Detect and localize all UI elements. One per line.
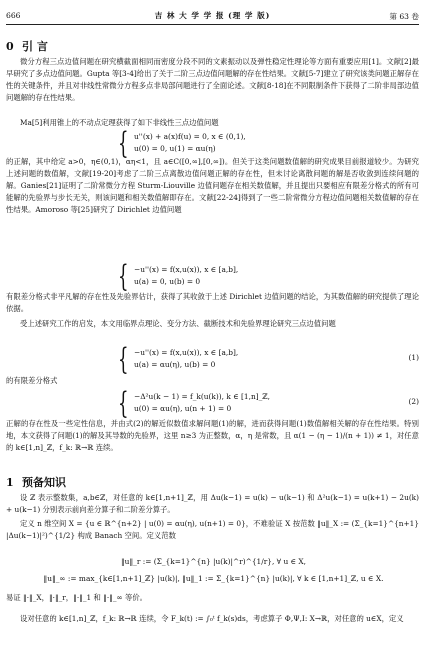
equation-1-line1: −u''(x) = f(x,u(x)), x ∈ [a,b], xyxy=(134,348,239,357)
equation-brace: { xyxy=(118,342,129,377)
section-heading-preliminaries: 1 预备知识 xyxy=(6,476,66,489)
prelim-paragraph-1: 设 ℤ 表示整数集，a,b∈ℤ，对任意的 k∈[1,n+1]_ℤ，用 Δu(k−1) = u(k) − u(k−1) 和 Δ²u(k−1) = u(k+1) − 2u(k) + u(k−1) 分别表示前向差分算子和二阶差分算子。 xyxy=(6,493,419,514)
prelim-paragraph-2: 定义 n 维空间 X = {u ∈ ℝ^{n+2} | u(0) = αu(η), u(n+1) = 0}，不难验证 X 按范数 ‖u‖_X := (Σ_{k=1}^{n+1} |Δu(k−1)|²)^{1/2} 构成 Banach 空间。定义范数 xyxy=(6,519,419,540)
intro-paragraph-2-body: 的正解，其中给定 a>0，η∈(0,1)，αη<1，且 a∈C([0,∞],[0,∞])。但关于这类问题数值解的研究成果目前报道较少。为研究上述问题的数值解，文献[19-20]考虑了二阶三点离散边值问题正解的存在性，但未讨论离散问题的解是否收敛到连续问题的解。Ganies[21]证明了二阶常微分方程 Sturm-Liouville 边值问题存在相关数值解，并且提出只要相应有限差分格式的所有可能解的先验界与步长无关，则该问题和相关数值解即存在。文献[22-24]得到了一些二阶常微分方程边值问题相关数值解的存在性结果。Amoroso 等[25]研究了 Dirichlet 边值问题 xyxy=(6,157,419,214)
equation-1-line2: u(a) = αu(η), u(b) = 0 xyxy=(134,360,216,369)
journal-title: 吉 林 大 学 学 报 (理 学 版) xyxy=(154,11,271,20)
equation-2-line2: u(0) = αu(η), u(n + 1) = 0 xyxy=(134,404,232,413)
section-heading-intro: 0 引 言 xyxy=(6,40,48,53)
header-rule xyxy=(6,24,419,25)
equation-dirichlet-line1: −u''(x) = f(x,u(x)), x ∈ [a,b], xyxy=(134,265,239,274)
volume-label: 第 63 卷 xyxy=(389,12,419,21)
norm-inf-definition: ‖u‖_∞ := max_{k∈[1,n+1]_ℤ} |u(k)|, ‖u‖_1 := Σ_{k=1}^{n} |u(k)|, ∀ k ∈ [1,n+1]_ℤ, u ∈ X. xyxy=(43,574,384,583)
norm-r-definition: ‖u‖_r := (Σ_{k=1}^{n} |u(k)|^r)^{1/r}, ∀ u ∈ X, xyxy=(120,557,306,566)
prelim-paragraph-4: 设对任意的 k∈[1,n]_ℤ，f_k: ℝ→ℝ 连续，令 F_k(t) := ∫₀ᵗ f_k(s)ds，考虑算子 Φ,Ψ,I: X→ℝ，对任意的 u∈X，定义 xyxy=(20,614,404,623)
intro-paragraph-6: 正解的存在性及一些定性信息，并由式(2)的解近似数值求解问题(1)的解，进而获得问题(1)数值解相关解的存在性结果。特别地，本文获得了问题(1)的解及其导数的先验界，这里 n≥3 为正整数，α，η 是常数，且 α(1 − (η − 1)/(n + 1)) ≠ 1，对任意的 k∈[1,n]_ℤ，f_k: ℝ→ℝ 连续。 xyxy=(6,419,419,452)
equation-brace: { xyxy=(118,386,129,421)
equation-brace: { xyxy=(118,126,129,161)
page-number: 666 xyxy=(6,11,21,20)
equation-ma-line2: u(0) = 0, u(1) = αu(η) xyxy=(134,144,216,153)
intro-paragraph-3: 有限差分格式非平凡解的存在性及先验界估计，获得了其收敛于上述 Dirichlet 边值问题的结论，为其数值解的研究提供了理论依据。 xyxy=(6,292,419,313)
equation-dirichlet-line2: u(a) = 0, u(b) = 0 xyxy=(134,277,201,286)
intro-paragraph-1: 微分方程三点边值问题在研究横截面相同而密度分段不同的文素振动以及弹性稳定性理论等方面有重要应用[1]。文献[2]最早研究了多点边值问题。Gupta 等[3-4]给出了关于二阶三点边值问题解的存在性结果。文献[5-7]建立了研究该类问题正解存在性的关键条件，并且对非线性常微分方程多点非局部问题进行了全面论述。文献[8-18]在不同限制条件下获得了二阶非局部边值问题解的存在性结果。 xyxy=(6,57,419,102)
running-header xyxy=(6,9,419,25)
equation-2-line1: −Δ²u(k − 1) = f_k(u(k)), k ∈ [1,n]_ℤ, xyxy=(134,392,271,401)
equation-2-number: (2) xyxy=(408,397,419,406)
intro-paragraph-4: 受上述研究工作的启发，本文用临界点理论、变分方法、截断技术和先验界理论研究三点边值问题 xyxy=(20,319,336,328)
equation-1-number: (1) xyxy=(408,353,419,362)
equation-ma-line1: u''(x) + a(x)f(u) = 0, x ∈ (0,1), xyxy=(134,132,246,141)
equation-brace: { xyxy=(118,259,129,294)
prelim-paragraph-3: 易证 ‖·‖_X，‖·‖_r，‖·‖_1 和 ‖·‖_∞ 等价。 xyxy=(6,593,148,602)
intro-paragraph-5: 的有限差分格式 xyxy=(6,376,58,385)
intro-paragraph-2-lead: Ma[5]利用锥上的不动点定理获得了如下非线性三点边值问题 xyxy=(20,118,219,127)
